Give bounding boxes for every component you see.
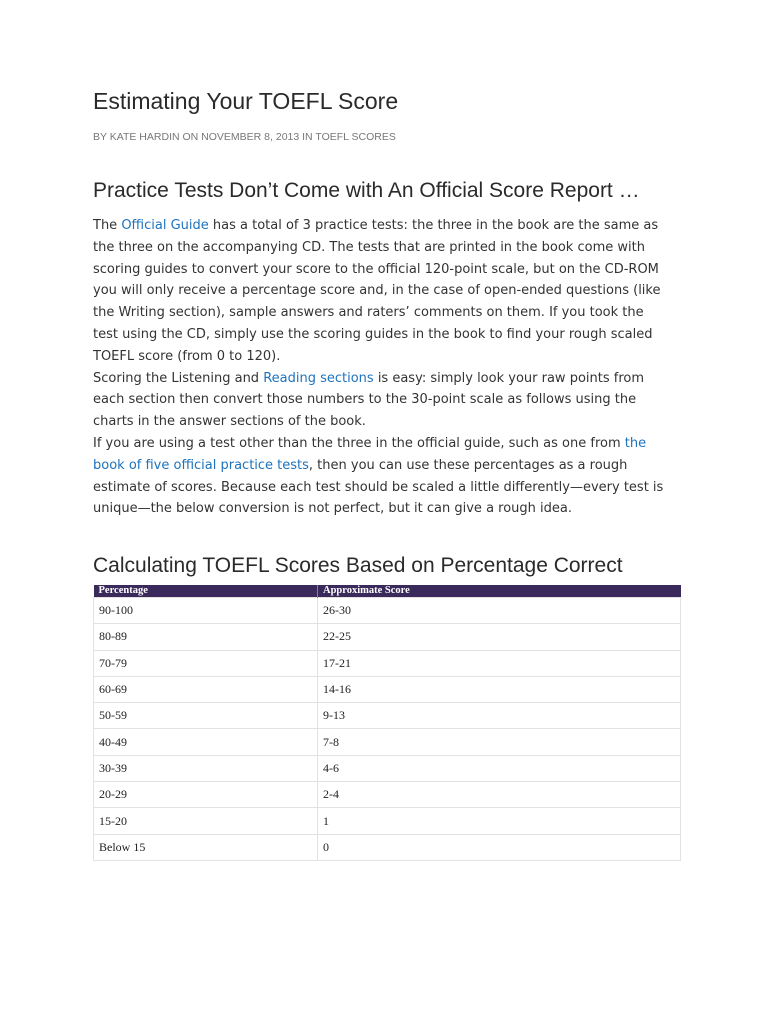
reading-sections-link[interactable]: Reading sections — [263, 370, 374, 386]
cell-score: 2-4 — [318, 782, 681, 808]
cell-percentage: 60-69 — [94, 676, 318, 702]
table-row — [94, 650, 681, 676]
section-heading-practice-tests: Practice Tests Don’t Come with An Official Score Report … — [93, 179, 640, 202]
five-practice-tests-link[interactable]: the book of five official practice tests — [93, 435, 647, 473]
author-link[interactable]: KATE HARDIN — [109, 131, 180, 143]
cell-percentage: 40-49 — [94, 729, 318, 755]
table-row — [94, 598, 681, 624]
page-title: Estimating Your TOEFL Score — [93, 88, 399, 114]
post-date[interactable]: NOVEMBER 8, 2013 — [201, 131, 300, 143]
byline-in: IN — [302, 131, 313, 143]
table-row — [94, 729, 681, 755]
cell-percentage: 70-79 — [94, 650, 318, 676]
cell-percentage: 30-39 — [94, 755, 318, 781]
table-row — [94, 703, 681, 729]
cell-score: 22-25 — [318, 624, 681, 650]
table-row — [94, 624, 681, 650]
table-header-row — [94, 585, 681, 598]
cell-percentage: 90-100 — [94, 598, 318, 624]
cell-score: 1 — [318, 808, 681, 834]
byline — [93, 131, 396, 143]
category-link[interactable]: TOEFL SCORES — [315, 131, 396, 143]
cell-score: 17-21 — [318, 650, 681, 676]
column-header-percentage: Percentage — [94, 585, 318, 598]
cell-score: 9-13 — [318, 703, 681, 729]
table-row — [94, 834, 681, 860]
table-row — [94, 676, 681, 702]
cell-score: 7-8 — [318, 729, 681, 755]
table-row — [94, 808, 681, 834]
cell-percentage: Below 15 — [94, 834, 318, 860]
paragraph-1 — [93, 215, 668, 368]
cell-percentage: 80-89 — [94, 624, 318, 650]
paragraph-3-pre: If you are using a test other than the three in the official guide, such as one from — [93, 435, 625, 451]
paragraph-2-post: is easy: simply look your raw points from each section then convert those numbers to the 30-point scale as follows using the charts in the answer sections of the book. — [93, 370, 645, 430]
cell-percentage: 15-20 — [94, 808, 318, 834]
cell-percentage: 50-59 — [94, 703, 318, 729]
official-guide-link[interactable]: Official Guide — [121, 218, 209, 233]
paragraph-3 — [93, 433, 668, 520]
table-row — [94, 782, 681, 808]
paragraph-2-pre: Scoring the Listening and — [93, 370, 264, 386]
paragraph-1-post: has a total of 3 practice tests: the three in the book are the same as the three on the accompanying CD. The tests that are printed in the book come with scoring guides to convert your score to the official 120-point scale, but on the CD-ROM you will only receive a percentage score and, in the case of open-ended questions (like the Writing section), sample answers and raters’ comments on them. If you took the test using the CD, simply use the scoring guides in the book to find your rough scaled TOEFL score (from 0 to 120). — [93, 218, 661, 364]
paragraph-2 — [93, 368, 668, 433]
cell-percentage: 20-29 — [94, 782, 318, 808]
cell-score: 0 — [318, 834, 681, 860]
paragraph-1-pre: The — [93, 218, 122, 233]
table-row — [94, 755, 681, 781]
score-conversion-table — [93, 585, 681, 861]
cell-score: 4-6 — [318, 755, 681, 781]
article-body — [93, 215, 668, 520]
cell-score: 26-30 — [318, 598, 681, 624]
byline-on: ON — [182, 131, 199, 143]
paragraph-3-post: , then you can use these percentages as a rough estimate of scores. Because each test should be scaled a little differently—every test is unique—the below conversion is not perfect, but it can give a rough idea. — [93, 457, 664, 517]
section-heading-calculating-scores: Calculating TOEFL Scores Based on Percentage Correct — [93, 554, 623, 577]
cell-score: 14-16 — [318, 676, 681, 702]
column-header-approximate-score: Approximate Score — [318, 585, 681, 598]
byline-prefix: BY — [93, 131, 107, 143]
